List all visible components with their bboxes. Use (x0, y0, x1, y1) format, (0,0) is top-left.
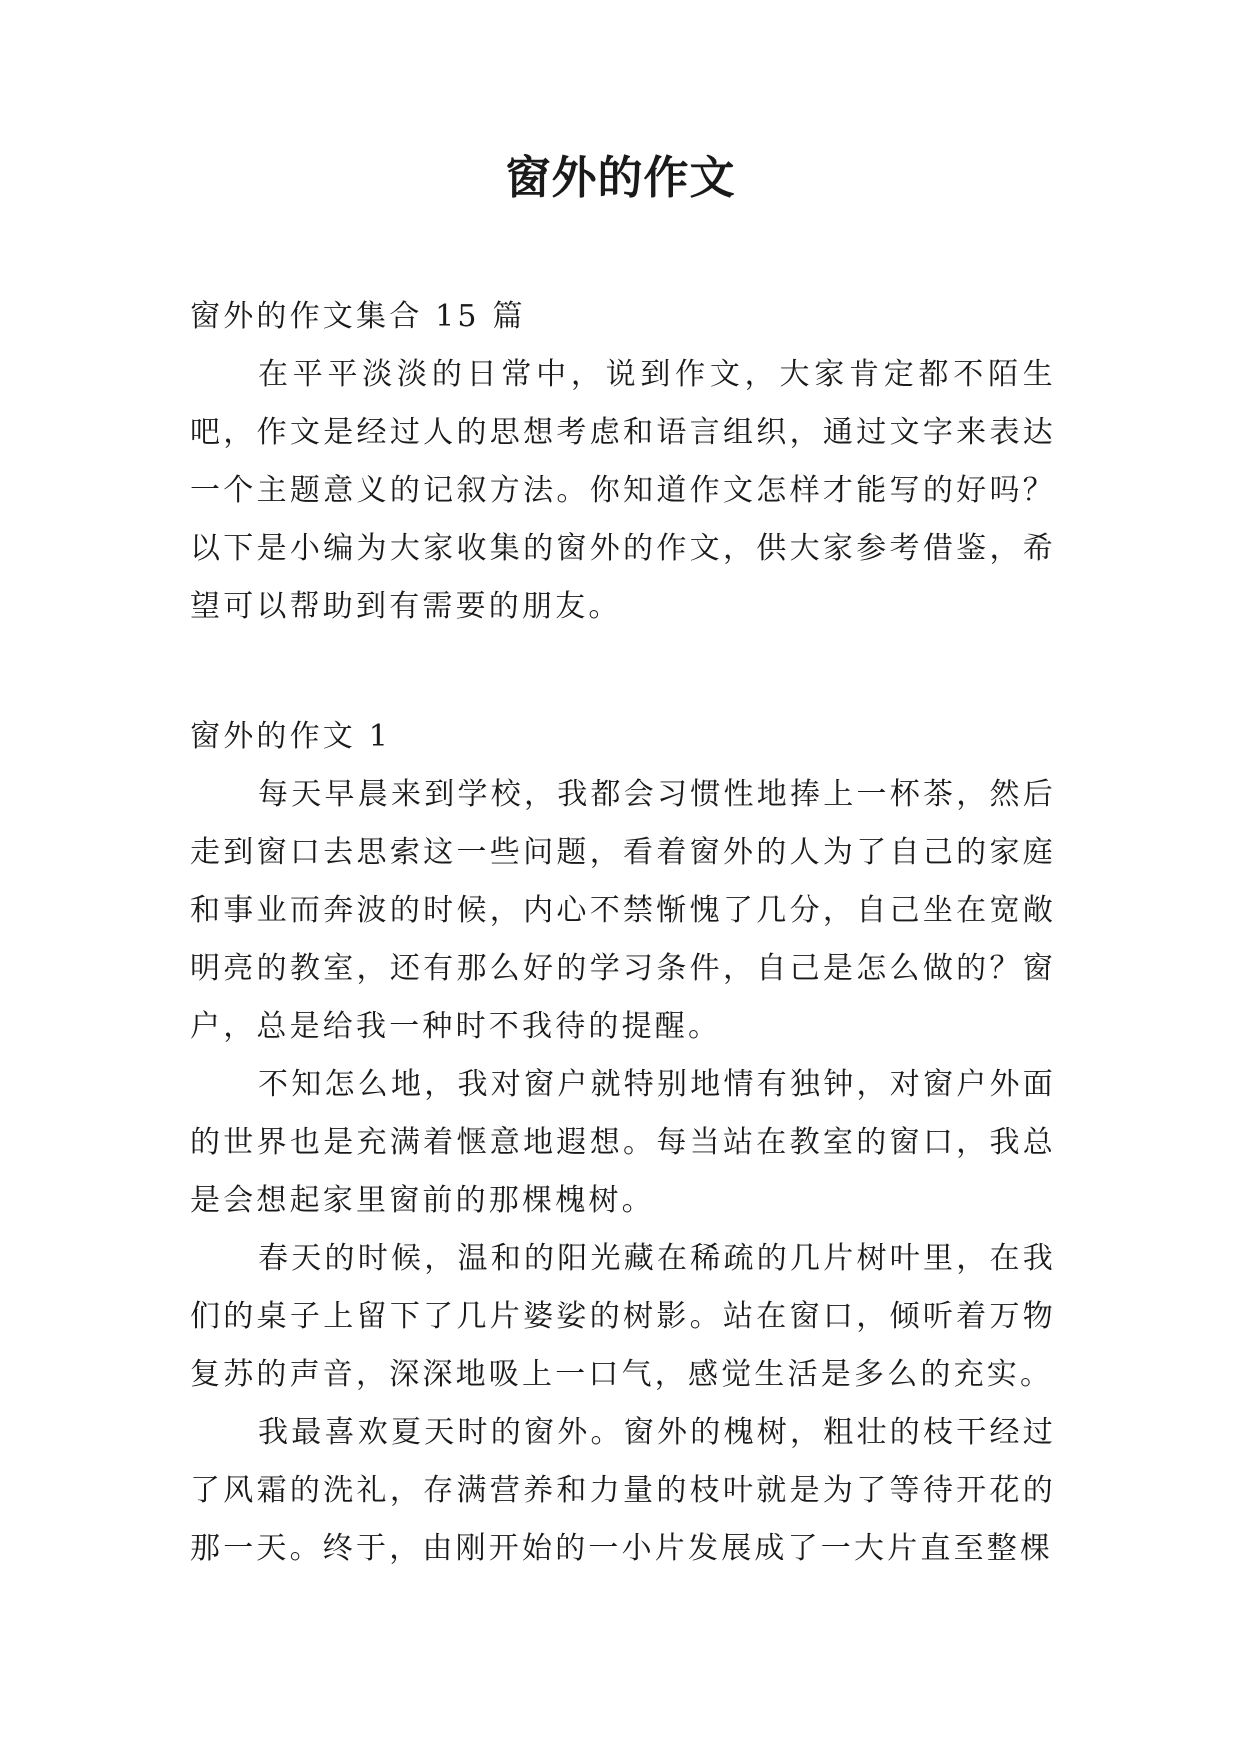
body-paragraph-1: 每天早晨来到学校，我都会习惯性地捧上一杯茶，然后走到窗口去思索这一些问题，看着窗外的人为了自己的家庭和事业而奔波的时候，内心不禁惭愧了几分，自己坐在宽敞明亮的教室，还有那么好的学习条件，自己是怎么做的？窗户，总是给我一种时不我待的提醒。 (190, 777, 1056, 1044)
section-spacer (190, 636, 1056, 694)
document-body (190, 288, 1056, 1578)
body-paragraph-4: 我最喜欢夏天时的窗外。窗外的槐树，粗壮的枝干经过了风霜的洗礼，存满营养和力量的枝叶就是为了等待开花的那一天。终于，由刚开始的一小片发展成了一大片直至整棵 (190, 1415, 1056, 1566)
collection-subtitle: 窗外的作文集合 15 篇 (190, 299, 526, 334)
section-heading: 窗外的作文 1 (190, 719, 392, 754)
document-title: 窗外的作文 (505, 151, 736, 204)
body-paragraph-2: 不知怎么地，我对窗户就特别地情有独钟，对窗户外面的世界也是充满着惬意地遐想。每当站在教室的窗口，我总是会想起家里窗前的那棵槐树。 (190, 1067, 1056, 1218)
intro-paragraph: 在平平淡淡的日常中，说到作文，大家肯定都不陌生吧，作文是经过人的思想考虑和语言组织，通过文字来表达一个主题意义的记叙方法。你知道作文怎样才能写的好吗？以下是小编为大家收集的窗外的作文，供大家参考借鉴，希望可以帮助到有需要的朋友。 (190, 357, 1056, 624)
body-paragraph-3: 春天的时候，温和的阳光藏在稀疏的几片树叶里，在我们的桌子上留下了几片婆娑的树影。站在窗口，倾听着万物复苏的声音，深深地吸上一口气，感觉生活是多么的充实。 (190, 1241, 1056, 1392)
